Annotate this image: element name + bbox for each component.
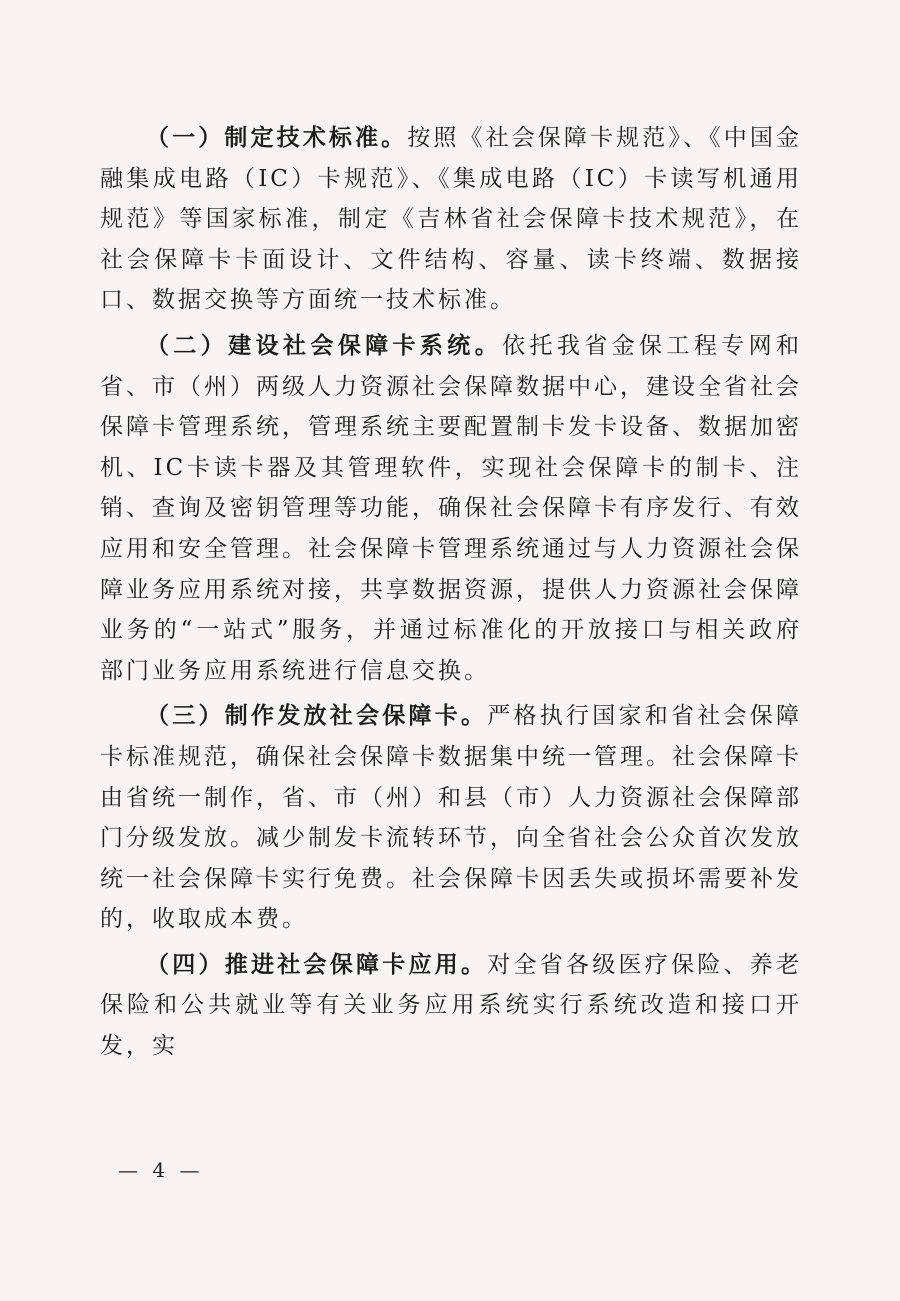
paragraph-technical-standards — [100, 118, 802, 321]
paragraph-card-issuance — [100, 696, 802, 940]
paragraph-heading: （二）建设社会保障卡系统。 — [146, 331, 503, 359]
page-number: — 4 — — [118, 1158, 204, 1182]
paragraph-card-application — [100, 945, 802, 1067]
paragraph-text: 对全省各级医疗保险、养老保险和公共就业等有关业务应用系统实行系统改造和接口开发，实 — [100, 951, 802, 1060]
document-body — [100, 118, 802, 1072]
paragraph-card-system — [100, 326, 802, 691]
paragraph-text: 依托我省金保工程专网和省、市（州）两级人力资源社会保障数据中心，建设全省社会保障卡管理系统，管理系统主要配置制卡发卡设备、数据加密机、IC卡读卡器及其管理软件，实现社会保障卡的制卡、注销、查询及密钥管理等功能，确保社会保障卡有序发行、有效应用和安全管理。社会保障卡管理系统通过与人力资源社会保障业务应用系统对接，共享数据资源，提供人力资源社会保障业务的“一站式”服务，并通过标准化的开放接口与相关政府部门业务应用系统进行信息交换。 — [100, 332, 803, 684]
paragraph-heading: （一）制定技术标准。 — [146, 124, 408, 151]
paragraph-text: 严格执行国家和省社会保障卡标准规范，确保社会保障卡数据集中统一管理。社会保障卡由省统一制作，省、市（州）和县（市）人力资源社会保障部门分级发放。减少制发卡流转环节，向全省社会公众首次发放统一社会保障卡实行免费。社会保障卡因丢失或损坏需要补发的，收取成本费。 — [100, 703, 802, 933]
paragraph-text: 按照《社会保障卡规范》、《中国金融集成电路（IC）卡规范》、《集成电路（IC）卡读写机通用规范》等国家标准，制定《吉林省社会保障卡技术规范》，在社会保障卡卡面设计、文件结构、容量、读卡终端、数据接口、数据交换等方面统一技术标准。 — [100, 125, 803, 314]
paragraph-heading: （四）推进社会保障卡应用。 — [146, 950, 488, 978]
paragraph-heading: （三）制作发放社会保障卡。 — [146, 702, 488, 730]
